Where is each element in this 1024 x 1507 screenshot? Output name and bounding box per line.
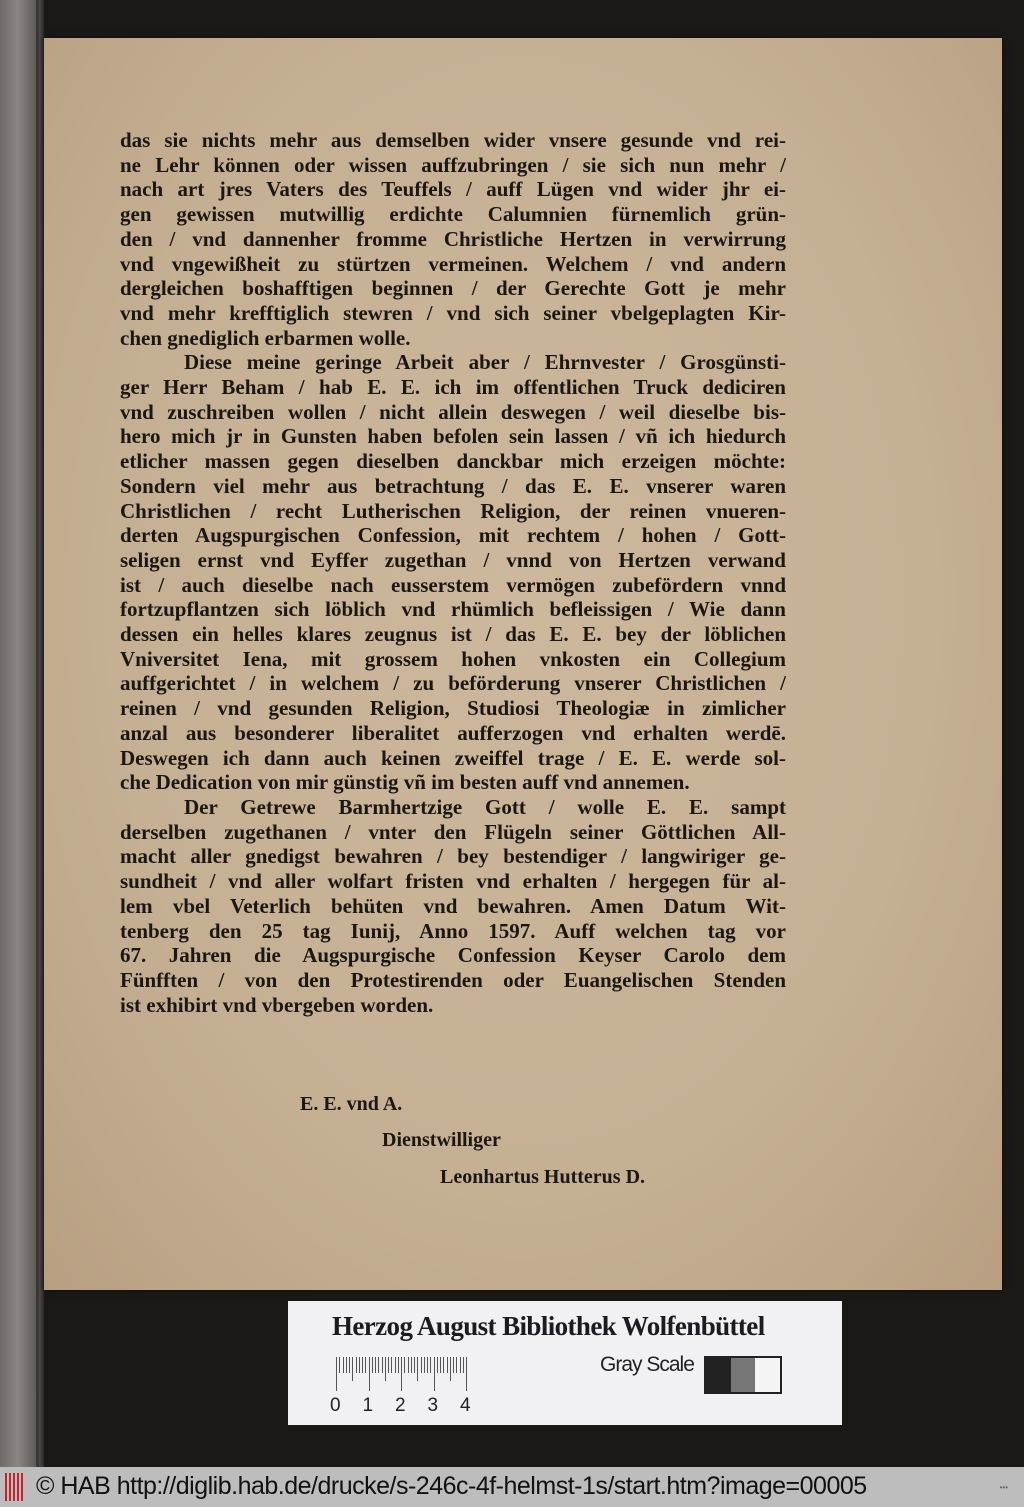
ruler-tick [352, 1357, 353, 1381]
gray-swatch [706, 1358, 731, 1392]
text-line: seligen ernst vnd Eyffer zugethan / vnnd von Hertzen verwand [120, 547, 786, 572]
ruler-tick [456, 1357, 457, 1373]
ruler-tick [437, 1357, 438, 1373]
ruler-tick [440, 1357, 441, 1373]
ruler-tick [365, 1357, 366, 1373]
ruler-tick [450, 1357, 451, 1381]
text-line: derten Augspurgischen Confession, mit rechtem / hohen / Gott- [120, 523, 786, 548]
text-line: chen gnediglich erbarmen wolle. [120, 325, 411, 350]
library-name: Herzog August Bibliothek Wolfenbüttel [332, 1311, 765, 1341]
ruler-tick [453, 1357, 454, 1373]
text-line: fortzupflantzen sich löblich vnd rhümlich befleissigen / Wie dann [120, 597, 786, 622]
text-line: che Dedication von mir günstig vñ im besten auff vnd annemen. [120, 770, 690, 795]
ruler-number: 1 [362, 1395, 374, 1416]
ruler-tick [447, 1357, 448, 1373]
ruler-tick [411, 1357, 412, 1373]
ruler-number: 4 [460, 1395, 471, 1416]
ruler-number: 3 [427, 1395, 439, 1416]
text-line: ger Herr Beham / hab E. E. ich im offentlichen Truck dediciren [120, 375, 786, 400]
text-line: vnd vngewißheit zu stürtzen vermeinen. Welchem / vnd andern [120, 251, 786, 276]
text-line: auffgerichtet / in welchem / zu beförderung vnserer Christlichen / [120, 671, 786, 696]
ruler-number: 2 [395, 1395, 406, 1416]
text-line: nach art jres Vaters des Teuffels / auff Lügen vnd wider jhr ei- [120, 177, 786, 202]
ruler-tick [388, 1357, 389, 1373]
ruler-tick [414, 1357, 415, 1373]
ruler-tick [339, 1357, 340, 1373]
ruler-tick [362, 1357, 363, 1373]
ruler-tick [356, 1357, 357, 1373]
text-line: vnd zuschreiben wollen / nicht allein deswegen / weil dieselbe bis- [120, 399, 786, 424]
ruler-tick [417, 1357, 418, 1381]
ruler-tick [434, 1357, 435, 1391]
text-line: Diese meine geringe Arbeit aber / Ehrnvester / Grosgünsti- [184, 350, 786, 375]
text-line: tenberg den 25 tag Iunij, Anno 1597. Auff welchen tag vor [120, 918, 786, 943]
ruler-tick [359, 1357, 360, 1373]
text-line: hero mich jr in Gunsten haben befolen sein lassen / vñ ich hiedurch [120, 424, 786, 449]
footer-bar [0, 1467, 1024, 1507]
text-line: das sie nichts mehr aus demselben wider vnsere gesunde vnd rei- [120, 128, 786, 152]
ruler-tick [375, 1357, 376, 1373]
closing-formula: E. E. vnd A. [300, 1093, 403, 1115]
text-line: anzal aus besonderer liberalitet aufferzogen vnd erhalten werdē. [120, 720, 786, 745]
ruler-tick [466, 1357, 467, 1391]
text-line: dessen ein helles klares zeugnus ist / das E. E. bey der löblichen [120, 622, 786, 647]
ruler-tick [408, 1357, 409, 1373]
ruler-tick [404, 1357, 405, 1373]
gray-scale-label: Gray Scale [600, 1353, 694, 1376]
ruler-tick [349, 1357, 350, 1373]
hab-logo-icon [5, 1473, 25, 1501]
ruler-tick [463, 1357, 464, 1373]
document-body [120, 128, 786, 1017]
ruler-tick [424, 1357, 425, 1373]
text-line: gen gewissen mutwillig erdichte Calumnien fürnemlich grün- [120, 202, 786, 227]
text-line: dergleichen boshafftigen beginnen / der Gerechte Gott je mehr [120, 276, 786, 301]
ruler-tick [421, 1357, 422, 1373]
text-line: ist / auch dieselbe nach eusserstem vermögen zubefördern vnnd [120, 572, 786, 597]
ruler-tick [427, 1357, 428, 1373]
ruler-tick [336, 1357, 337, 1391]
gray-swatch [755, 1358, 780, 1392]
text-line: reinen / vnd gesunden Religion, Studiosi Theologiæ in zimlicher [120, 696, 786, 721]
ruler-tick [343, 1357, 344, 1373]
text-line: sundheit / vnd aller wolfart fristen vnd erhalten / hergegen für al- [120, 869, 786, 894]
text-line: Fünfften / von den Protestirenden oder Euangelischen Stenden [120, 967, 786, 992]
more-icon[interactable]: ••• [999, 1483, 1008, 1492]
text-line: derselben zugethanen / vnter den Flügeln seiner Göttlichen All- [120, 819, 786, 844]
ruler-tick [382, 1357, 383, 1373]
ruler-tick [391, 1357, 392, 1373]
ruler-tick [378, 1357, 379, 1373]
text-line: Der Getrewe Barmhertzige Gott / wolle E. E. sampt [184, 794, 786, 819]
text-line: 67. Jahren die Augspurgische Confession Keyser Carolo dem [120, 943, 786, 968]
gray-scale-swatch [704, 1356, 782, 1394]
text-line: vnd mehr krefftiglich stewren / vnd sich seiner vbelgeplagten Kir- [120, 300, 786, 325]
text-line: etlicher massen gegen dieselben danckbar mich erzeigen möchte: [120, 449, 786, 474]
text-line: Vniversitet Iena, mit grossem hohen vnkosten ein Collegium [120, 646, 786, 671]
text-line: ist exhibirt vnd vbergeben worden. [120, 992, 434, 1017]
ruler-tick [401, 1357, 402, 1391]
copyright-url[interactable]: © HAB http://diglib.hab.de/drucke/s-246c-4f-helmst-1s/start.htm?image=00005 [36, 1472, 867, 1500]
text-line: Deswegen ich dann auch keinen zweiffel trage / E. E. werde sol- [120, 745, 786, 770]
text-line: macht aller gnedigst bewahren / bey bestendiger / langwiriger ge- [120, 844, 786, 869]
calibration-card [288, 1301, 842, 1425]
ruler-tick [369, 1357, 370, 1391]
text-line: Sondern viel mehr aus betrachtung / das E. E. vnserer waren [120, 473, 786, 498]
gray-swatch [731, 1358, 756, 1392]
ruler-tick [398, 1357, 399, 1373]
ruler-tick [443, 1357, 444, 1373]
ruler-number: 0 [330, 1395, 341, 1416]
ruler-scale [336, 1357, 468, 1391]
text-line: Christlichen / recht Lutherischen Religion, der reinen vnueren- [120, 498, 786, 523]
signature-line: Dienstwilliger [382, 1129, 501, 1151]
spine-edge [36, 0, 39, 1467]
ruler-tick [346, 1357, 347, 1373]
text-line: ne Lehr können oder wissen auffzubringen / sie sich nun mehr / [120, 152, 786, 177]
ruler-tick [430, 1357, 431, 1373]
ruler-tick [395, 1357, 396, 1373]
signature-name: Leonhartus Hutterus D. [440, 1166, 646, 1188]
text-line: lem vbel Veterlich behüten vnd bewahren. Amen Datum Wit- [120, 893, 786, 918]
ruler-tick [385, 1357, 386, 1381]
ruler-tick [372, 1357, 373, 1373]
ruler-tick [460, 1357, 461, 1373]
text-line: den / vnd dannenher fromme Christliche Hertzen in verwirrung [120, 226, 786, 251]
